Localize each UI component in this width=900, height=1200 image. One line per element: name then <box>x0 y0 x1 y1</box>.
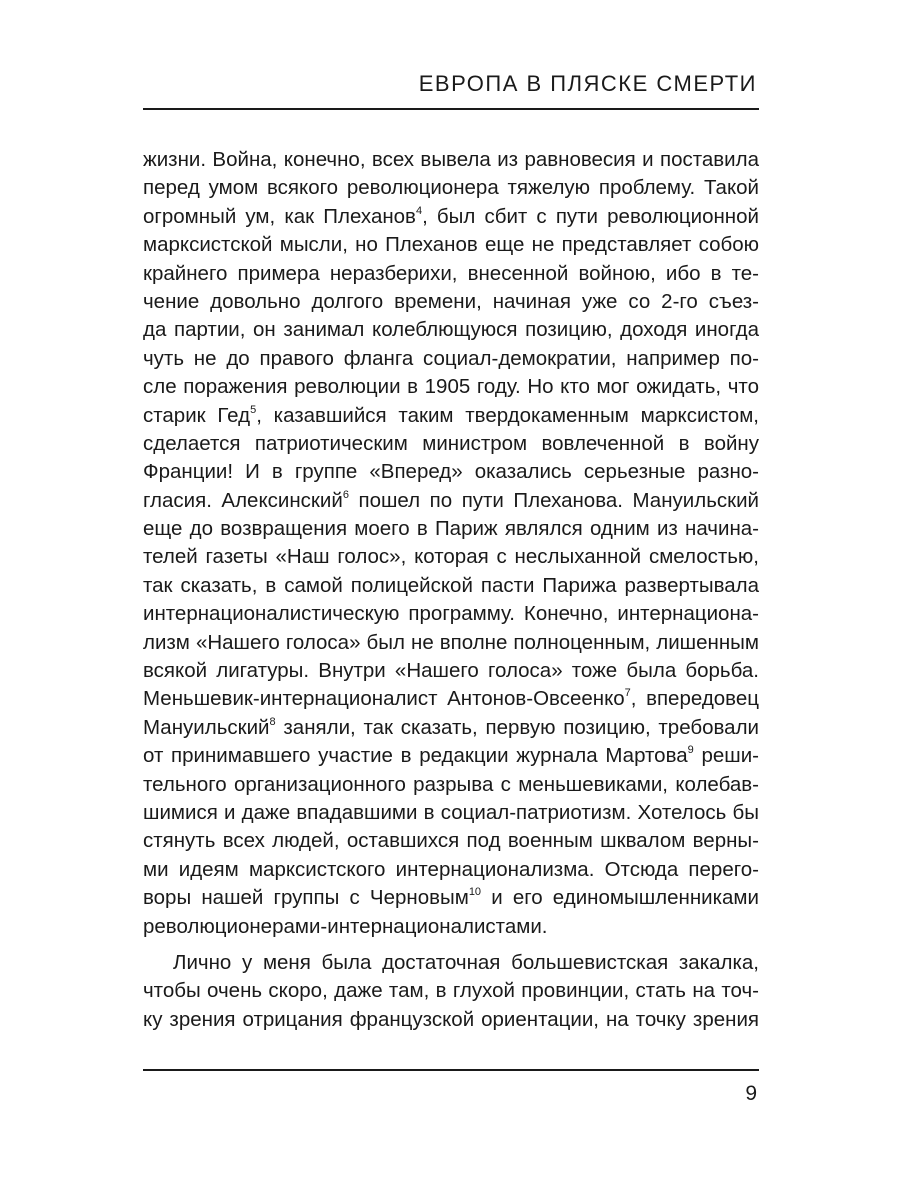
text-line: Лично у меня была достаточная большевистская закалка, <box>173 950 759 974</box>
text-line: да партии, он занимал колеблющуюся позицию, доходя иногда <box>143 318 759 342</box>
text-line: так сказать, в самой полицейской пасти Парижа развертывала <box>143 573 759 597</box>
text-line <box>143 685 759 713</box>
text-fragment: реши- <box>693 744 759 768</box>
text-fragment: огромный ум, как Плеханов <box>143 204 416 228</box>
text-line <box>143 714 759 742</box>
text-line: сле поражения революции в 1905 году. Но кто мог ожидать, что <box>143 375 759 399</box>
paragraph-2 <box>143 949 759 1034</box>
page-number: 9 <box>745 1082 757 1105</box>
header-rule <box>143 108 759 110</box>
text-fragment: старик Гед <box>143 403 251 427</box>
text-line <box>143 884 759 912</box>
text-line: Франции! И в группе «Вперед» оказались серьезные разно- <box>143 460 759 484</box>
text-line <box>143 402 759 430</box>
text-fragment: и его единомышленниками <box>481 886 759 910</box>
text-fragment: , казавшийся таким твердокаменным марксистом, <box>256 403 759 427</box>
text-line <box>143 742 759 770</box>
text-line: ку зрения отрицания французской ориентации, на точку зрения <box>143 1007 759 1031</box>
text-line: жизни. Война, конечно, всех вывела из равновесия и поставила <box>143 148 759 171</box>
text-fragment: , был сбит с пути революционной <box>422 204 759 228</box>
text-fragment: пошел по пути Плеханова. Мануильский <box>348 488 759 512</box>
running-title: ЕВРОПА В ПЛЯСКЕ СМЕРТИ <box>418 71 757 96</box>
text-line: сделается патриотическим министром вовлеченной в войну <box>143 431 759 455</box>
footnote-ref[interactable]: 7 <box>624 687 631 700</box>
footnote-ref[interactable]: 10 <box>468 886 482 899</box>
paragraph-1 <box>143 146 759 941</box>
text-fragment: заняли, так сказать, первую позицию, требовали <box>275 715 759 739</box>
footnote-ref[interactable]: 5 <box>250 403 257 416</box>
text-line: революционерами-интернационалистами. <box>143 914 548 938</box>
text-line: чтобы очень скоро, даже там, в глухой провинции, стать на точ- <box>143 979 759 1003</box>
text-line: лизм «Нашего голоса» был не вполне полноценным, лишенным <box>143 630 759 654</box>
text-line: марксистской мысли, но Плеханов еще не представляет собою <box>143 233 759 257</box>
text-line: телей газеты «Наш голос», которая с неслыханной смелостью, <box>143 545 759 569</box>
footnote-ref[interactable]: 8 <box>269 715 276 728</box>
text-line: всякой лигатуры. Внутри «Нашего голоса» тоже была борьба. <box>143 659 759 683</box>
text-line: интернационалистическую программу. Конечно, интернациона- <box>143 602 759 626</box>
text-fragment: Меньшевик-интернационалист Антонов-Овсеенко <box>143 687 625 711</box>
text-line: перед умом всякого революционера тяжелую проблему. Такой <box>143 176 759 200</box>
text-line <box>143 487 759 515</box>
text-fragment: , впередовец <box>630 687 759 711</box>
text-line: ми идеям марксистского интернационализма. Отсюда перего- <box>143 857 759 881</box>
text-fragment: гласия. Алексинский <box>143 488 343 512</box>
text-line: шимися и даже впадавшими в социал-патриотизм. Хотелось бы <box>143 800 759 824</box>
text-line <box>143 203 759 231</box>
footer-rule <box>143 1069 759 1071</box>
text-line: стянуть всех людей, оставшихся под военным шквалом верны- <box>143 829 759 853</box>
footnote-ref[interactable]: 4 <box>415 204 423 217</box>
footnote-ref[interactable]: 6 <box>342 488 349 501</box>
paragraph-spacer <box>143 941 759 949</box>
text-line: чение довольно долгого времени, начиная уже со 2-го съез- <box>143 289 759 313</box>
body-text <box>143 146 759 1034</box>
text-line: чуть не до правого фланга социал-демократии, например по- <box>143 346 759 370</box>
text-fragment: от принимавшего участие в редакции журнала Мартова <box>143 744 688 768</box>
text-line: еще до возвращения моего в Париж являлся одним из начина- <box>143 517 759 541</box>
footnote-ref[interactable]: 9 <box>687 744 694 757</box>
text-line: тельного организационного разрыва с меньшевиками, колебав- <box>143 772 759 796</box>
text-fragment: Мануильский <box>143 715 270 739</box>
text-fragment: воры нашей группы с Черновым <box>143 886 469 910</box>
text-line: крайнего примера неразберихи, внесенной войною, ибо в те- <box>143 261 759 285</box>
